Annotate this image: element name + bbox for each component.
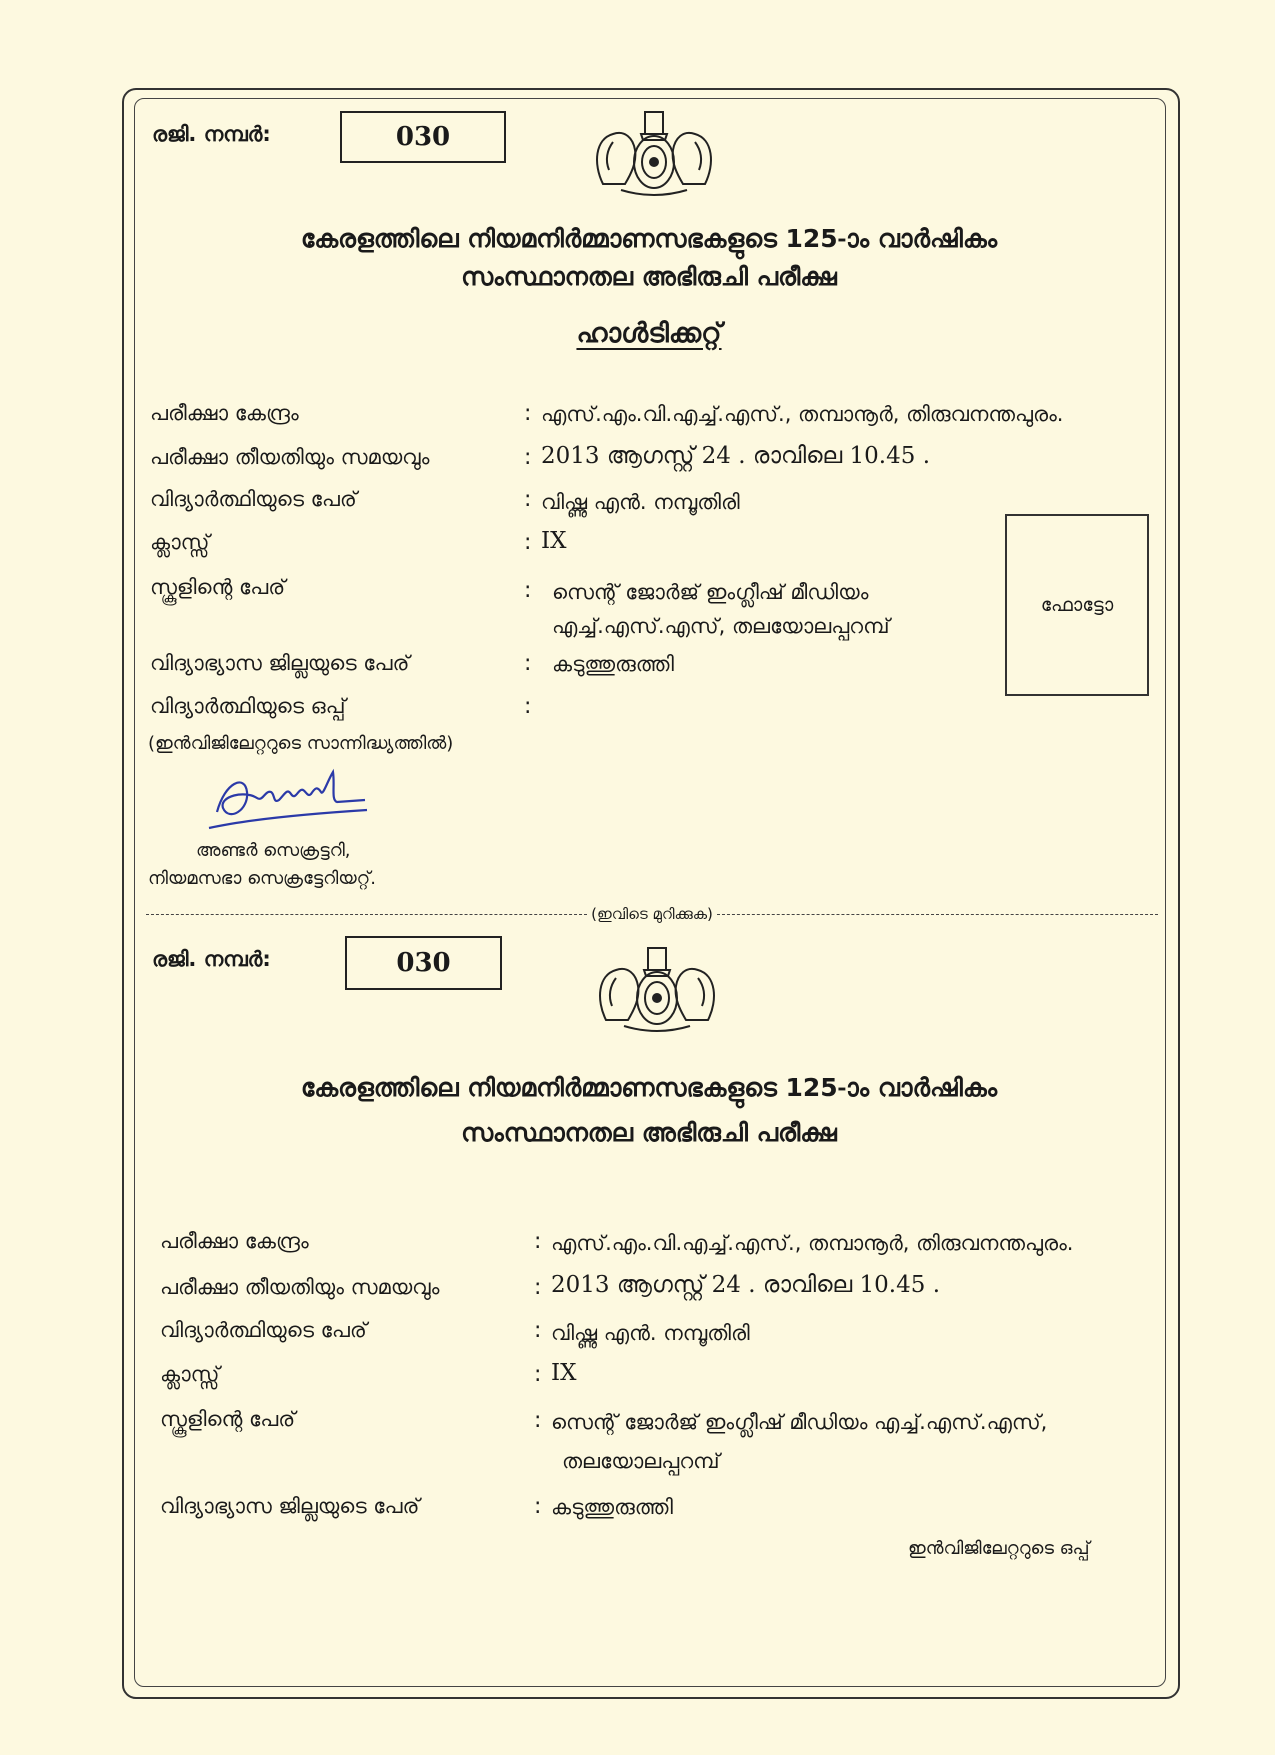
exam-title-line2: സംസ്ഥാനതല അഭിരുചി പരീക്ഷ — [461, 262, 837, 291]
school-value-line2: എച്ച്.എസ്.എസ്, തലയോലപ്പറമ്പ് — [552, 614, 890, 638]
cut-line-label: (ഇവിടെ മുറിക്കുക) — [591, 905, 713, 923]
datetime-value: 2013 ആഗസ്റ്റ് 24 . രാവിലെ 10.45 . — [541, 443, 931, 469]
signatory-line1: അണ്ടർ സെക്രട്ടറി, — [196, 840, 351, 861]
reg-number-box-bottom: 030 — [345, 936, 502, 990]
centre-value-bottom: എസ്.എം.വി.എച്ച്.എസ്., തമ്പാനൂർ, തിരുവനന്തപുരം. — [551, 1231, 1074, 1255]
school-label-bottom: സ്കൂളിന്റെ പേര് — [160, 1407, 296, 1431]
district-value: കടുത്തുരുത്തി — [552, 652, 674, 676]
state-emblem-icon — [585, 104, 723, 198]
student-signature-label: വിദ്യാർത്ഥിയുടെ ഒപ്പ് — [150, 694, 346, 718]
centre-label-bottom: പരീക്ഷാ കേന്ദ്രം — [160, 1229, 309, 1253]
hall-ticket-heading: ഹാൾടിക്കറ്റ് — [576, 318, 722, 349]
district-value-bottom: കടുത്തുരുത്തി — [551, 1495, 673, 1519]
district-label-bottom: വിദ്യാഭ്യാസ ജില്ലയുടെ പേര് — [160, 1494, 420, 1518]
student-name-label-bottom: വിദ്യാർത്ഥിയുടെ പേര് — [160, 1318, 367, 1342]
datetime-value-bottom: 2013 ആഗസ്റ്റ് 24 . രാവിലെ 10.45 . — [551, 1272, 941, 1298]
class-value-bottom: IX — [551, 1360, 577, 1386]
centre-label: പരീക്ഷാ കേന്ദ്രം — [150, 401, 299, 425]
exam-title-line1-bottom: കേരളത്തിലെ നിയമനിർമ്മാണസഭകളുടെ 125-ാം വാർഷികം — [300, 1073, 998, 1102]
student-name-label: വിദ്യാർത്ഥിയുടെ പേര് — [150, 487, 357, 511]
class-label: ക്ലാസ്സ് — [150, 530, 210, 554]
photo-box: ഫോട്ടോ — [1005, 514, 1149, 696]
datetime-label: പരീക്ഷാ തീയതിയും സമയവും — [150, 445, 430, 469]
centre-value: എസ്.എം.വി.എച്ച്.എസ്., തമ്പാനൂർ, തിരുവനന്തപുരം. — [541, 402, 1064, 426]
class-label-bottom: ക്ലാസ്സ് — [160, 1362, 220, 1386]
signatory-line2: നിയമസഭാ സെക്രട്ടേറിയറ്റ്. — [148, 868, 376, 889]
student-name-value-bottom: വിഷ്ണു എൻ. നമ്പൂതിരി — [551, 1321, 750, 1345]
reg-number-label-bottom: രജി. നമ്പർ: — [152, 947, 271, 971]
officer-signature-icon — [205, 752, 380, 840]
exam-title-line1: കേരളത്തിലെ നിയമനിർമ്മാണസഭകളുടെ 125-ാം വാർഷികം — [300, 224, 998, 253]
class-value: IX — [541, 528, 567, 554]
cut-line — [146, 903, 1158, 925]
school-label: സ്കൂളിന്റെ പേര് — [150, 575, 286, 599]
student-name-value: വിഷ്ണു എൻ. നമ്പൂതിരി — [541, 490, 740, 514]
school-value-line1-bottom: സെന്റ് ജോർജ് ഇംഗ്ലീഷ് മീഡിയം എച്ച്.എസ്.എസ്, — [551, 1410, 1048, 1434]
exam-title-line2-bottom: സംസ്ഥാനതല അഭിരുചി പരീക്ഷ — [461, 1118, 837, 1147]
reg-number-box: 030 — [340, 111, 506, 163]
datetime-label-bottom: പരീക്ഷാ തീയതിയും സമയവും — [160, 1275, 440, 1299]
school-value-line1: സെന്റ് ജോർജ് ഇംഗ്ലീഷ് മീഡിയം — [552, 580, 869, 604]
district-label: വിദ്യാഭ്യാസ ജില്ലയുടെ പേര് — [150, 651, 410, 675]
state-emblem-icon-bottom — [588, 940, 726, 1034]
reg-number-label: രജി. നമ്പർ: — [152, 122, 271, 146]
invigilator-signature-label: ഇൻവിജിലേറ്ററുടെ ഒപ്പ് — [908, 1538, 1090, 1559]
signature-note: (ഇൻവിജിലേറ്ററുടെ സാന്നിദ്ധ്യത്തിൽ) — [148, 733, 454, 754]
school-value-line2-bottom: തലയോലപ്പറമ്പ് — [562, 1449, 720, 1473]
